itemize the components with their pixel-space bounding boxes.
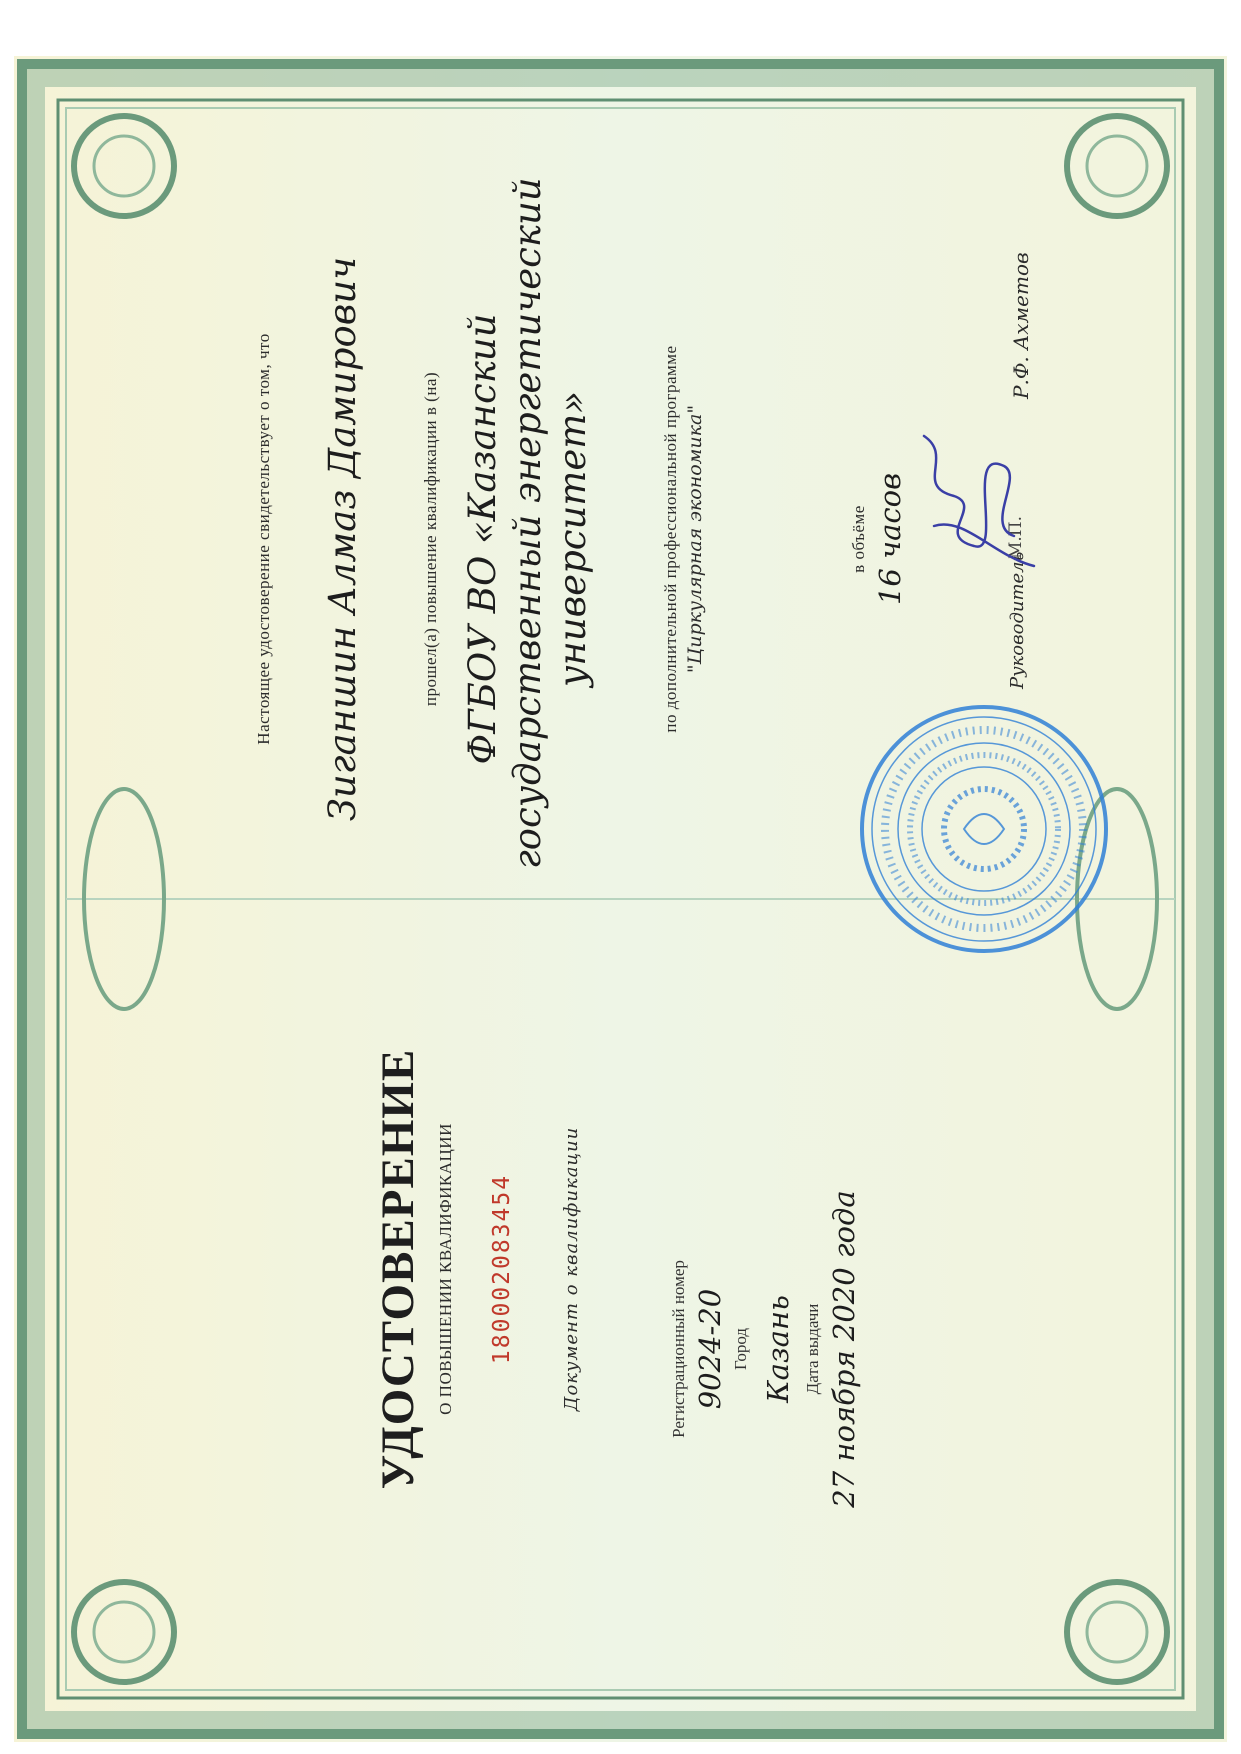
issue-date-label: Дата выдачи: [802, 1303, 822, 1395]
program-label: по дополнительной профессиональной программе: [660, 345, 680, 733]
reg-number: 9024-20: [692, 1288, 727, 1410]
volume-label: в объёме: [848, 505, 868, 573]
issue-date: 27 ноября 2020 года: [826, 1190, 861, 1508]
stamp-place-label: М.П.: [1005, 515, 1026, 559]
certificate: [14, 56, 1227, 1742]
passed-text: прошел(а) повышение квалификации в (на): [420, 371, 440, 707]
holder-name: Зиганшин Алмаз Дамирович: [320, 256, 364, 822]
org-line-2: государственный энергетический: [505, 177, 549, 869]
signature: [894, 416, 1044, 576]
document-subtitle: О ПОВЫШЕНИИ КВАЛИФИКАЦИИ: [435, 1123, 455, 1415]
city-label: Город: [730, 1328, 750, 1370]
official-seal: [856, 701, 1112, 957]
serial-number: 180002083454: [488, 1173, 515, 1365]
program-name: "Циркулярная экономика": [683, 404, 706, 674]
volume-value: 16 часов: [872, 472, 907, 606]
intro-text: Настоящее удостоверение свидетельствует о том, что: [253, 333, 273, 745]
document-title: УДОСТОВЕРЕНИЕ: [371, 1048, 424, 1490]
reg-number-label: Регистрационный номер: [668, 1260, 688, 1438]
city: Казань: [760, 1295, 795, 1403]
head-name: Р.Ф. Ахметов: [1008, 252, 1033, 399]
org-line-3: университет»: [550, 390, 594, 688]
document-type: Документ о квалификации: [560, 1126, 582, 1412]
head-label: Руководитель: [1006, 551, 1028, 689]
org-line-1: ФГБОУ ВО «Казанский: [460, 313, 504, 765]
